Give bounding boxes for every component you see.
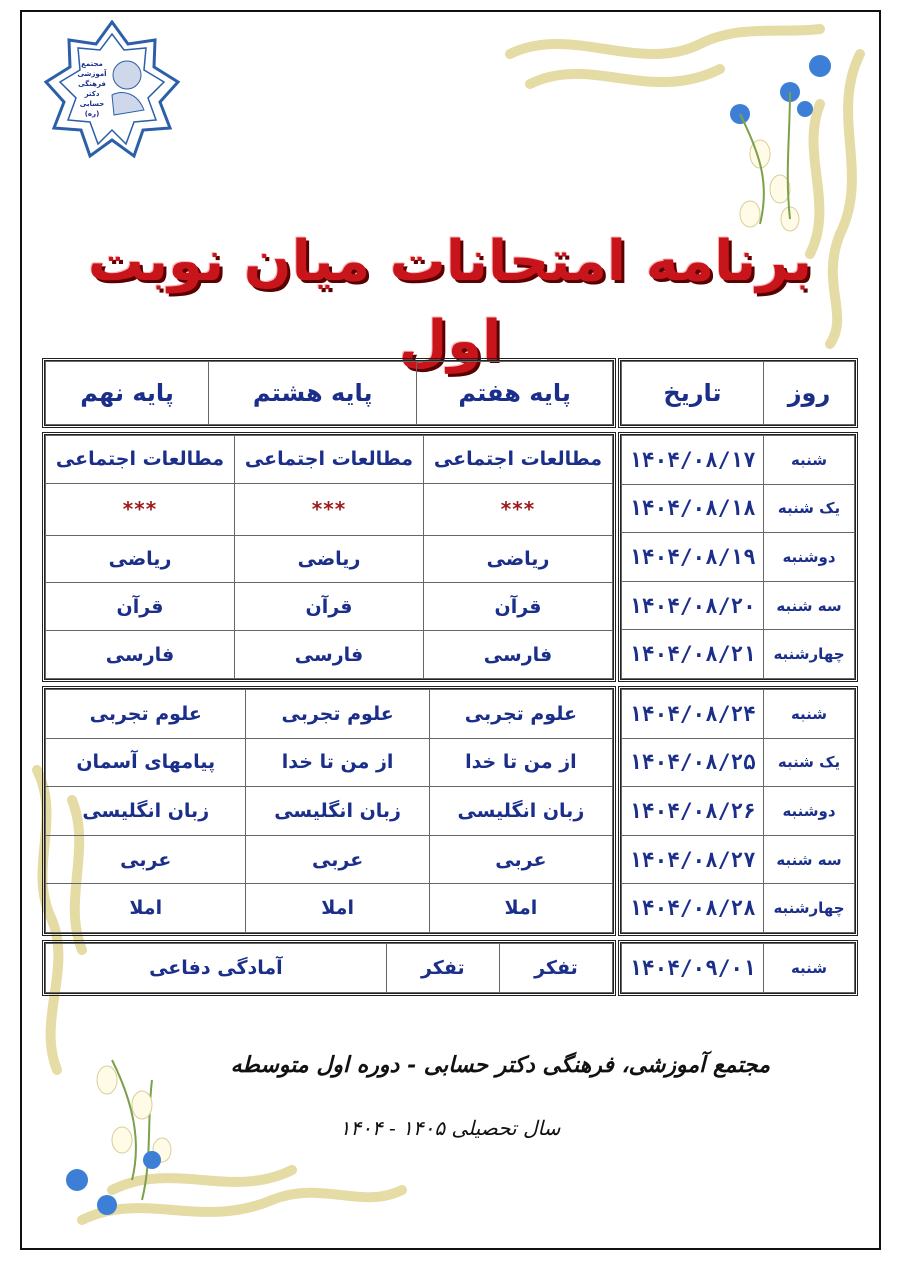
table-row xyxy=(622,484,855,533)
block2-days xyxy=(618,686,858,936)
table-row xyxy=(622,436,855,485)
table-row xyxy=(46,738,613,787)
logo-line: مجتمع xyxy=(81,60,103,68)
table-row xyxy=(622,630,855,679)
table-row xyxy=(46,835,613,884)
subject-cell-g9: علوم تجربی xyxy=(46,690,246,739)
table-row xyxy=(46,483,613,535)
day-cell: چهارشنبه xyxy=(764,884,855,933)
table-row xyxy=(622,581,855,630)
school-logo xyxy=(42,20,182,160)
subject-cell-g9: آمادگی دفاعی xyxy=(46,944,387,993)
block1-days xyxy=(618,432,858,682)
date-cell: ۱۴۰۴/۰۸/۱۹ xyxy=(622,533,764,582)
day-cell: شنبه xyxy=(764,944,855,993)
header-date: تاریخ xyxy=(622,362,764,425)
table-row xyxy=(622,884,855,933)
header-grade7: پایه هفتم xyxy=(417,362,613,425)
header-grades xyxy=(42,358,616,428)
table-row xyxy=(622,944,855,993)
table-row xyxy=(622,738,855,787)
table-row xyxy=(46,631,613,679)
date-cell: ۱۴۰۴/۰۸/۲۱ xyxy=(622,630,764,679)
day-cell: یک شنبه xyxy=(764,738,855,787)
day-cell: سه شنبه xyxy=(764,581,855,630)
subject-cell-g8: قرآن xyxy=(235,583,424,631)
table-row xyxy=(622,533,855,582)
day-cell: دوشنبه xyxy=(764,533,855,582)
table-row xyxy=(46,535,613,583)
subject-cell-g7: *** xyxy=(424,483,613,535)
day-cell: دوشنبه xyxy=(764,787,855,836)
header-day-date xyxy=(618,358,858,428)
day-cell: یک شنبه xyxy=(764,484,855,533)
header-day: روز xyxy=(764,362,855,425)
day-cell: شنبه xyxy=(764,436,855,485)
day-cell: شنبه xyxy=(764,690,855,739)
subject-cell-g7: فارسی xyxy=(424,631,613,679)
ornament-top-right xyxy=(490,14,880,354)
subject-cell-g9: پیامهای آسمان xyxy=(46,738,246,787)
subject-cell-g9: قرآن xyxy=(46,583,235,631)
subject-cell-g8: علوم تجربی xyxy=(246,690,429,739)
subject-cell-g7: قرآن xyxy=(424,583,613,631)
table-row xyxy=(46,884,613,933)
subject-cell-g7: ریاضی xyxy=(424,535,613,583)
date-cell: ۱۴۰۴/۰۸/۲۸ xyxy=(622,884,764,933)
subject-cell-g9: زبان انگلیسی xyxy=(46,787,246,836)
date-cell: ۱۴۰۴/۰۸/۱۷ xyxy=(622,436,764,485)
subject-cell-g8: فارسی xyxy=(235,631,424,679)
table-row xyxy=(622,835,855,884)
date-cell: ۱۴۰۴/۰۸/۲۵ xyxy=(622,738,764,787)
subject-cell-g7: املا xyxy=(429,884,612,933)
subject-cell-g9: ریاضی xyxy=(46,535,235,583)
subject-cell-g7: عربی xyxy=(429,835,612,884)
day-cell: چهارشنبه xyxy=(764,630,855,679)
block1-subjects xyxy=(42,432,616,682)
day-cell: سه شنبه xyxy=(764,835,855,884)
subject-cell-g9: عربی xyxy=(46,835,246,884)
table-row xyxy=(46,436,613,484)
subject-cell-g8: تفکر xyxy=(386,944,499,993)
logo-line: آموزشی xyxy=(77,70,107,78)
table-row xyxy=(622,787,855,836)
subject-cell-g9: املا xyxy=(46,884,246,933)
table-row xyxy=(46,787,613,836)
subject-cell-g7: زبان انگلیسی xyxy=(429,787,612,836)
block2-subjects xyxy=(42,686,616,936)
subject-cell-g7: از من تا خدا xyxy=(429,738,612,787)
subject-cell-g7: تفکر xyxy=(499,944,612,993)
subject-cell-g8: زبان انگلیسی xyxy=(246,787,429,836)
table-row xyxy=(622,690,855,739)
subject-cell-g9: فارسی xyxy=(46,631,235,679)
subject-cell-g9: مطالعات اجتماعی xyxy=(46,436,235,484)
subject-cell-g8: ریاضی xyxy=(235,535,424,583)
table-row xyxy=(46,944,613,993)
subject-cell-g7: مطالعات اجتماعی xyxy=(424,436,613,484)
subject-cell-g8: از من تا خدا xyxy=(246,738,429,787)
logo-line: فرهنگی xyxy=(78,80,106,88)
footer-academic-year: سال تحصیلی ۱۴۰۵ - ۱۴۰۴ xyxy=(339,1116,561,1140)
logo-line: (ره) xyxy=(84,110,100,118)
date-cell: ۱۴۰۴/۰۹/۰۱ xyxy=(622,944,764,993)
logo-line: حسابی xyxy=(79,100,105,108)
date-cell: ۱۴۰۴/۰۸/۲۶ xyxy=(622,787,764,836)
page-title: برنامه امتحانات میان نوبت اول xyxy=(87,229,813,374)
header-grade9: پایه نهم xyxy=(46,362,209,425)
table-row xyxy=(46,690,613,739)
subject-cell-g7: علوم تجربی xyxy=(429,690,612,739)
date-cell: ۱۴۰۴/۰۸/۲۰ xyxy=(622,581,764,630)
subject-cell-g8: *** xyxy=(235,483,424,535)
subject-cell-g8: عربی xyxy=(246,835,429,884)
date-cell: ۱۴۰۴/۰۸/۱۸ xyxy=(622,484,764,533)
table-row xyxy=(46,583,613,631)
subject-cell-g8: مطالعات اجتماعی xyxy=(235,436,424,484)
subject-cell-g8: املا xyxy=(246,884,429,933)
footer-school-name: مجتمع آموزشی، فرهنگی دکتر حسابی - دوره اول متوسطه xyxy=(230,1052,770,1078)
block3-subjects xyxy=(42,940,616,996)
block3-days xyxy=(618,940,858,996)
header-grade8: پایه هشتم xyxy=(209,362,417,425)
subject-cell-g9: *** xyxy=(46,483,235,535)
date-cell: ۱۴۰۴/۰۸/۲۷ xyxy=(622,835,764,884)
date-cell: ۱۴۰۴/۰۸/۲۴ xyxy=(622,690,764,739)
logo-line: دکتر xyxy=(84,90,100,98)
